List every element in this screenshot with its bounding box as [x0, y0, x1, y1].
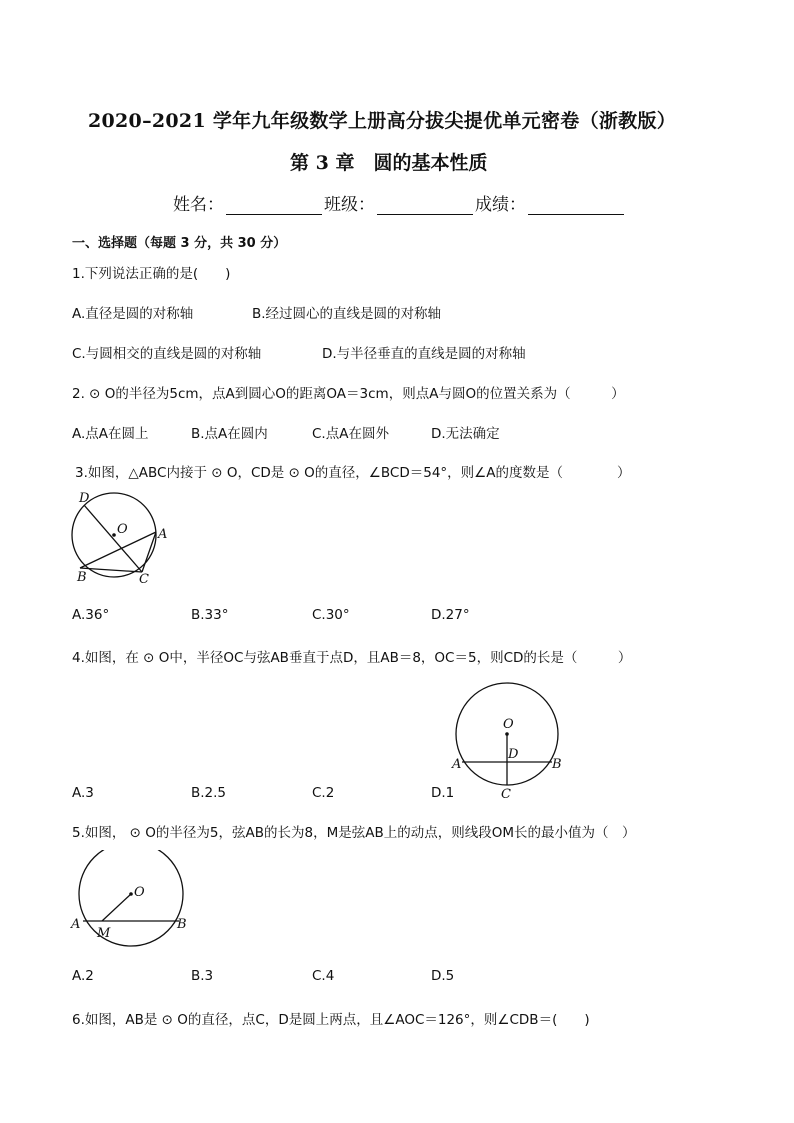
question-1-option-c: C.与圆相交的直线是圆的对称轴 — [72, 346, 262, 362]
question-2-option-c: C.点A在圆外 — [312, 426, 389, 442]
student-info-fields — [173, 190, 626, 215]
figure3-label-o: O — [117, 522, 128, 537]
question-2-option-d: D.无法确定 — [431, 426, 500, 442]
question-4-option-a: A.3 — [72, 785, 94, 801]
question-1-option-d: D.与半径垂直的直线是圆的对称轴 — [322, 346, 526, 362]
question-4-option-b: B.2.5 — [191, 785, 227, 801]
question-4-option-d: D.1 — [431, 785, 455, 801]
figure3-label-a: A — [158, 527, 168, 542]
question-1-stem: 1.下列说法正确的是( ) — [72, 266, 231, 282]
figure3-label-d: D — [79, 491, 90, 506]
name-blank[interactable] — [226, 196, 322, 215]
score-blank[interactable] — [528, 196, 624, 215]
figure4-label-b: B — [552, 757, 562, 772]
question-5-figure — [68, 850, 193, 950]
question-2-option-a: A.点A在圆上 — [72, 426, 149, 442]
figure3-label-b: B — [77, 570, 87, 585]
figure5-label-b: B — [177, 917, 187, 932]
question-5-option-a: A.2 — [72, 968, 94, 984]
figure4-label-c: C — [501, 787, 511, 802]
question-3-option-c: C.30° — [312, 607, 350, 623]
question-3-figure — [66, 488, 176, 588]
question-3-stem: 3.如图，△ABC内接于 ⊙ O，CD是 ⊙ O的直径，∠BCD＝54°，则∠A的度数是（ ） — [75, 465, 631, 481]
figure4-label-d: D — [508, 747, 519, 762]
question-5-option-d: D.5 — [431, 968, 455, 984]
question-4-option-c: C.2 — [312, 785, 335, 801]
question-2-option-b: B.点A在圆内 — [191, 426, 268, 442]
class-blank[interactable] — [377, 196, 473, 215]
figure4-label-o: O — [503, 717, 514, 732]
figure5-label-o: O — [134, 885, 145, 900]
figure3-label-c: C — [139, 572, 149, 587]
figure4-label-a: A — [452, 757, 462, 772]
chapter-subtitle: 第 3 章 圆的基本性质 — [290, 152, 488, 174]
section-heading: 一、选择题（每题 3 分，共 30 分） — [72, 236, 287, 251]
figure5-label-a: A — [71, 917, 81, 932]
question-5-stem: 5.如图， ⊙ O的半径为5，弦AB的长为8，M是弦AB上的动点，则线段OM长的最小值为（ ） — [72, 825, 636, 841]
question-2-stem: 2. ⊙ O的半径为5cm，点A到圆心O的距离OA＝3cm，则点A与圆O的位置关系为（ ） — [72, 386, 625, 402]
question-3-option-b: B.33° — [191, 607, 229, 623]
figure5-label-m: M — [97, 926, 111, 941]
question-3-option-d: D.27° — [431, 607, 470, 623]
score-label: 成绩： — [475, 195, 526, 215]
question-4-figure — [448, 678, 578, 803]
name-label: 姓名： — [173, 195, 224, 215]
question-3-option-a: A.36° — [72, 607, 110, 623]
question-6-stem: 6.如图，AB是 ⊙ O的直径，点C，D是圆上两点，且∠AOC＝126°，则∠CDB＝( ) — [72, 1012, 590, 1028]
question-1-option-b: B.经过圆心的直线是圆的对称轴 — [252, 306, 442, 322]
question-5-option-b: B.3 — [191, 968, 214, 984]
question-1-option-a: A.直径是圆的对称轴 — [72, 306, 194, 322]
class-label: 班级： — [324, 195, 375, 215]
page-title: 2020–2021 学年九年级数学上册高分拔尖提优单元密卷（浙教版） — [88, 110, 677, 132]
question-5-option-c: C.4 — [312, 968, 335, 984]
question-4-stem: 4.如图，在 ⊙ O中，半径OC与弦AB垂直于点D，且AB＝8，OC＝5，则CD的长是（ ） — [72, 650, 632, 666]
